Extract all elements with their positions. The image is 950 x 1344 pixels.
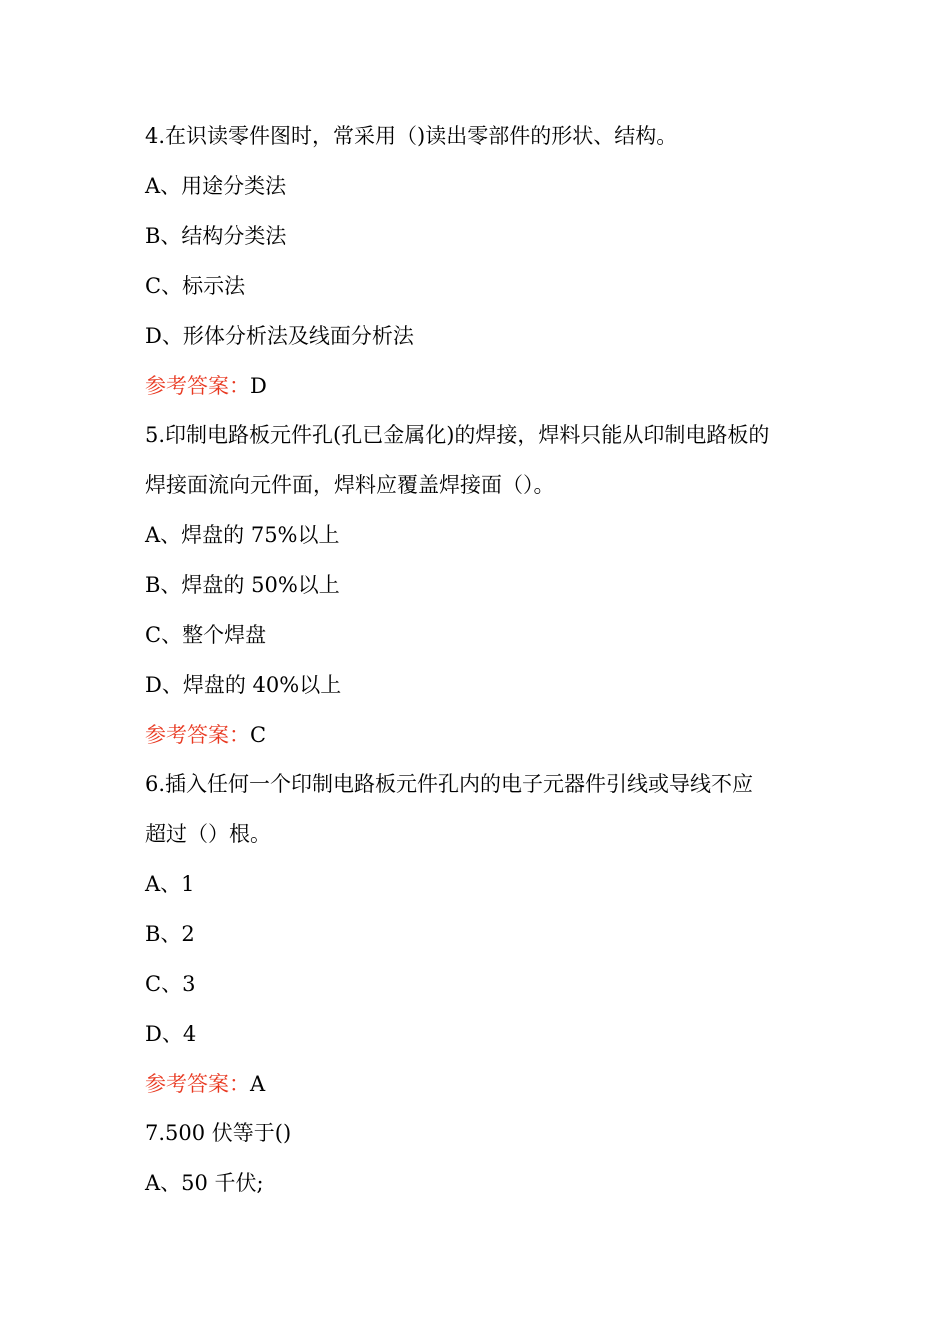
question-5-option-a: A、焊盘的 75%以上 [145, 523, 340, 547]
answer-label: 参考答案： [145, 723, 250, 747]
question-5-answer [145, 720, 266, 750]
question-5-option-d: D、焊盘的 40%以上 [145, 673, 342, 697]
question-4-stem: 4.在识读零件图时，常采用（)读出零部件的形状、结构。 [145, 124, 678, 148]
question-6-option-c: C、3 [145, 972, 196, 996]
question-5-stem-line-1: 5.印制电路板元件孔(孔已金属化)的焊接，焊料只能从印制电路板的 [145, 423, 770, 447]
question-6-answer [145, 1069, 265, 1099]
question-7-stem: 7.500 伏等于() [145, 1121, 292, 1145]
question-7-option-a: A、50 千伏; [145, 1171, 264, 1195]
question-5-stem-line-2: 焊接面流向元件面，焊料应覆盖焊接面（）。 [145, 473, 555, 497]
question-4-option-a: A、用途分类法 [145, 174, 287, 198]
answer-value: D [250, 374, 267, 398]
question-5-option-c: C、整个焊盘 [145, 623, 267, 647]
question-4-answer [145, 371, 267, 401]
answer-label: 参考答案： [145, 1072, 250, 1096]
question-6-stem-line-1: 6.插入任何一个印制电路板元件孔内的电子元器件引线或导线不应 [145, 772, 754, 796]
question-5-option-b: B、焊盘的 50%以上 [145, 573, 340, 597]
answer-label: 参考答案： [145, 374, 250, 398]
question-6-option-a: A、1 [145, 872, 195, 896]
question-4-option-b: B、结构分类法 [145, 224, 287, 248]
answer-value: A [250, 1072, 266, 1096]
answer-value: C [250, 723, 267, 747]
question-4-option-c: C、标示法 [145, 274, 246, 298]
question-6-option-b: B、2 [145, 922, 195, 946]
question-4-option-d: D、形体分析法及线面分析法 [145, 324, 414, 348]
question-6-stem-line-2: 超过（）根。 [145, 822, 271, 846]
question-6-option-d: D、4 [145, 1022, 197, 1046]
